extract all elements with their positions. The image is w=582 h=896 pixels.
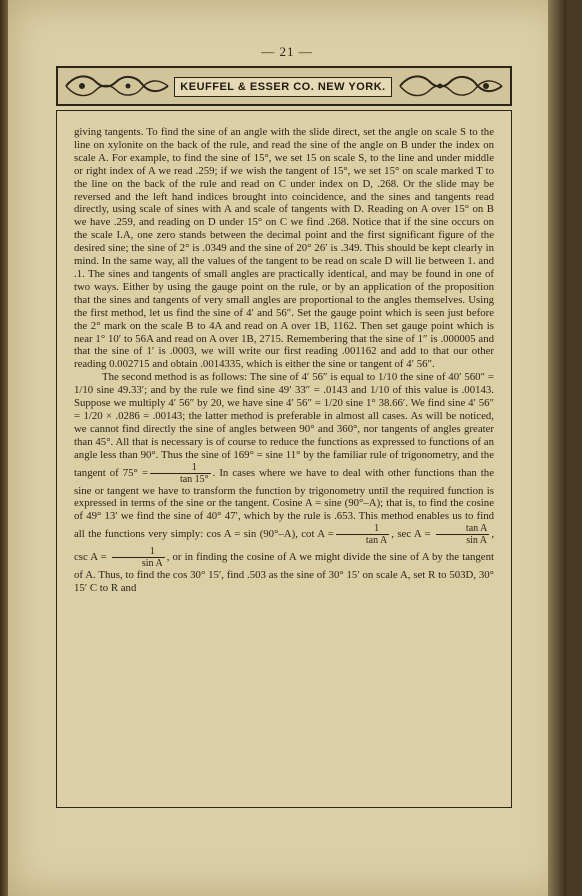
ornament-scroll-right-icon bbox=[396, 72, 506, 100]
paragraph-2-mid: . In cases where we have to deal with other functions than the sine or tangent we have to transform the function by trigonometry until the required function is expressed in terms of the sine or the tangent. Cosine A = sine (90°–A); that is, to find the cosine of 49° 13′ we find the sine of 40° 47′, which by the rule is .653. This method enables us to find all the functions very simply: cos A = sin (90°–A), cot A = bbox=[74, 466, 495, 541]
paragraph-1: giving tangents. To find the sine of an angle with the slide direct, set the angle on scale S to the line on xylonite on the back of the rule, and read the sine of the angle on B under the index on scale A. For example, to find the sine of 15°, we set 15 on scale S, to the line and under middle or right index of A we read .259; if we wish the tangent of 15°, we set 15° on scale marked T to the line on the back of the rule and read on C under index on D, .268. Or the slide may be reversed and the left hand indices brought into coincidence, and the sines and tangents read directly, using scale of sines with A and scale of tangents with D. Reading on A over 15° on B we have .259, and reading on D under 15° on C we find .268. Notice that if the sine occurs on the scale I.A, one zero stands between the decimal point and the first significant figure of the desired sine; the sine of 2° is .0349 and the sine of 20° 26′ is .349. This should be kept clearly in mind. In the same way, all the values of the tangent to be read on scale D will lie between 1. and .1. The sines and tangents of small angles are practically identical, and may be found in one of two ways. Either by using the gauge point on the rule, or by an application of the proposition that the sines and tangents of very small angles are proportional to the angles themselves. Using the first method, let us find the sine of 4′ and 56″. Set the gauge point which is seen just before the 2° mark on the scale B to 4A and read on A over 1B, 1162. Then set gauge point which is near 1° 10′ to 56A and read on A over 1B, 2715. Remembering that the sine of 1″ is .000005 and that the sine of 1′ is .0003, we will write our first reading .001162 and add to that our other reading 0.002715 and obtain .0014335, which is either the sine or tangent of 4′ 56″. bbox=[74, 126, 494, 371]
header-banner bbox=[56, 66, 512, 106]
page-number: — 21 — bbox=[261, 44, 313, 59]
text-csc: , csc A = bbox=[74, 528, 495, 564]
fraction-csc: $\frac{1}{\text{sin A}}$ bbox=[112, 546, 165, 569]
paragraph-2 bbox=[74, 371, 494, 595]
book-page bbox=[8, 0, 566, 896]
body-text bbox=[74, 126, 494, 595]
ornament-scroll-left-icon bbox=[62, 72, 172, 100]
paragraph-2-end: , or in finding the cosine of A we might divide the sine of A by the tangent of A. Thus, to find the cos 30° 15′, find .503 as the sine of 30° 15′ on scale A, set R to 503D, 30° 15′ C to R and bbox=[74, 551, 494, 595]
fraction-tan-75: $\frac{1}{\tan 15^\circ}$ bbox=[150, 462, 211, 485]
fraction-sec: $\frac{\text{tan A}}{\text{sin A}}$ bbox=[436, 523, 489, 546]
fraction-cot: $\frac{1}{\text{tan A}}$ bbox=[336, 523, 389, 546]
company-name: KEUFFEL & ESSER CO. NEW YORK. bbox=[174, 77, 392, 97]
page-edge bbox=[548, 0, 566, 896]
text-sec: , sec A = bbox=[391, 528, 431, 541]
paragraph-2-start: The second method is as follows: The sine of 4′ 56″ is equal to 1/10 the sine of 40′ 560″ = 1/10 sine 49.33′; and by the rule we find sine 49′ 33″ = .0143 and 1/10 of this value is .00143. Suppose we multiply 4′ 56″ by 20, we have sine 4′ 56″ = 1/20 sine 1° 38.66′. We find sine 4′ 56″ = 1/20 × .0286 = .00143; the latter method is preferable in almost all cases. As will be noticed, we cannot find directly the sine of angles between 90° and 360°, nor tangents of angles greater than 45°. All that is necessary is of course to reduce the functions as expressed to functions of an angle less than 90°. Thus the sine of 169° = sine 11° by the familiar rule of trigonometry, and the tangent of 75° = bbox=[74, 371, 494, 479]
